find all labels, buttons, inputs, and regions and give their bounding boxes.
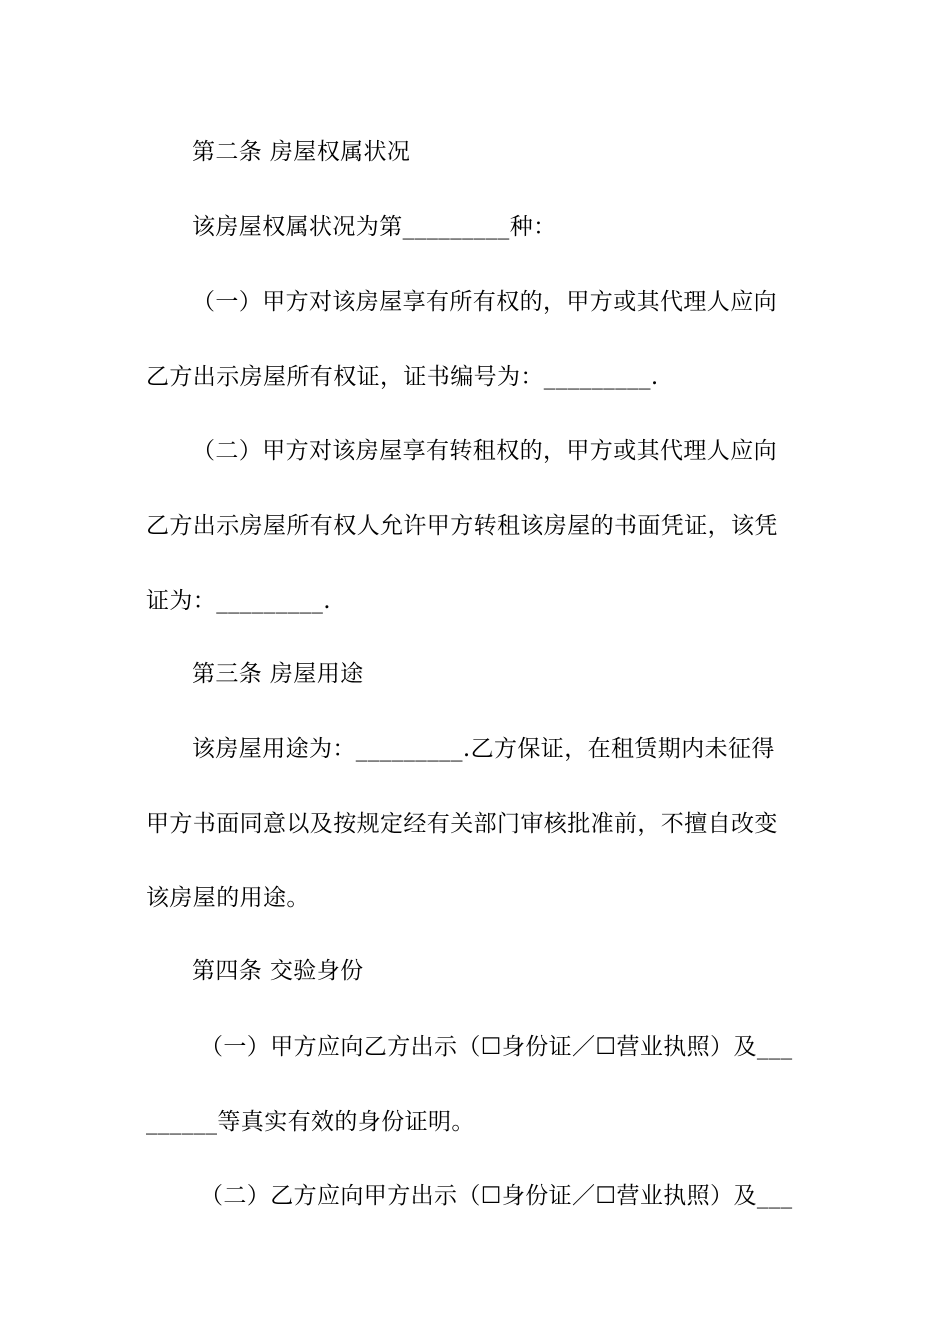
- paragraph-line: （一）甲方对该房屋享有所有权的，甲方或其代理人应向: [192, 289, 777, 315]
- paragraph-line: 证为：_________.: [146, 588, 332, 614]
- paragraph-line: 甲方书面同意以及按规定经有关部门审核批准前，不擅自改变: [146, 811, 778, 837]
- paragraph-line: 该房屋的用途。: [146, 885, 310, 911]
- paragraph-line: （二）乙方应向甲方出示（☐身份证／☐营业执照）及___: [200, 1183, 793, 1209]
- article-4-heading: 第四条 交验身份: [192, 958, 364, 984]
- paragraph-line: 乙方出示房屋所有权证，证书编号为：_________.: [146, 364, 659, 390]
- paragraph-line: （一）甲方应向乙方出示（☐身份证／☐营业执照）及___: [200, 1034, 793, 1060]
- paragraph-line: ______等真实有效的身份证明。: [146, 1109, 475, 1135]
- article-3-heading: 第三条 房屋用途: [192, 661, 364, 687]
- paragraph-line: 该房屋用途为：_________.乙方保证，在租赁期内未征得: [192, 736, 775, 762]
- paragraph-line: 乙方出示房屋所有权人允许甲方转租该房屋的书面凭证，该凭: [146, 513, 778, 539]
- paragraph-line: 该房屋权属状况为第_________种：: [192, 214, 557, 240]
- paragraph-line: （二）甲方对该房屋享有转租权的，甲方或其代理人应向: [192, 438, 777, 464]
- article-2-heading: 第二条 房屋权属状况: [192, 139, 411, 165]
